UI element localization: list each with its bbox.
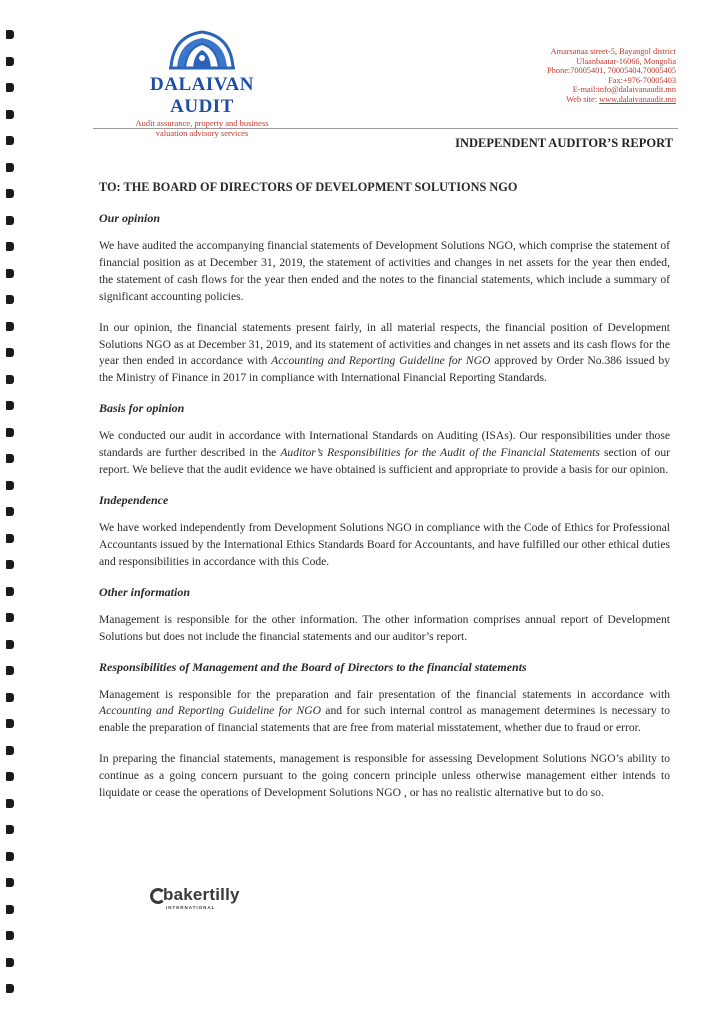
- contact-phone: Phone:70005401, 70005404,70005405: [547, 66, 676, 76]
- text-run: and for such internal control as management determines is necessary to enable the preparation of financial statements that are free from material misstatement, whether due to fraud or error.: [99, 704, 670, 735]
- text-run: Management is responsible for the preparation and fair presentation of the financial statements in accordance with: [99, 687, 670, 701]
- binding-ring: [6, 428, 14, 437]
- binding-ring: [6, 878, 14, 887]
- binding-ring: [6, 242, 14, 251]
- binding-ring: [6, 587, 14, 596]
- section-heading-independence: Independence: [99, 492, 169, 507]
- binding-ring: [6, 481, 14, 490]
- addressee: TO: THE BOARD OF DIRECTORS OF DEVELOPMENT SOLUTIONS NGO: [99, 180, 518, 194]
- binding-ring: [6, 136, 14, 145]
- binding-ring: [6, 216, 14, 225]
- report-title: INDEPENDENT AUDITOR’S REPORT: [455, 136, 673, 150]
- web-link[interactable]: www.dalaivanaudit.mn: [599, 94, 676, 104]
- dalaivan-logo: [122, 28, 282, 138]
- binding-ring: [6, 189, 14, 198]
- section-heading-responsibilities: Responsibilities of Management and the Board of Directors to the financial statements: [99, 659, 527, 674]
- binding-ring: [6, 57, 14, 66]
- binding-ring: [6, 666, 14, 675]
- contact-web: [547, 95, 676, 105]
- binding-ring: [6, 348, 14, 357]
- binding-ring: [6, 163, 14, 172]
- binding-ring: [6, 799, 14, 808]
- binding-ring: [6, 534, 14, 543]
- lotus-logo-icon: [163, 28, 241, 72]
- binding-ring: [6, 507, 14, 516]
- guideline-reference: Accounting and Reporting Guideline for NGO: [271, 354, 491, 368]
- binding-ring: [6, 825, 14, 834]
- text-run: In our opinion, the financial statements present fairly, in all material respects, the financial position of Development Solutions NGO as at December 31, 2019, and its statement of activities and changes in net assets and its cash flows for the year then ended in accordance with: [99, 320, 670, 368]
- binding-ring: [6, 772, 14, 781]
- opinion-paragraph-2: [99, 320, 670, 388]
- binding-ring: [6, 110, 14, 119]
- web-label: Web site:: [566, 94, 600, 104]
- independence-paragraph: We have worked independently from Development Solutions NGO in compliance with the Code of Ethics for Professional Accountants issued by the International Ethics Standards Board for Accountants, and have fulfilled our other ethical duties and responsibilities in accordance with this Code.: [99, 520, 670, 568]
- responsibilities-paragraph-1: [99, 687, 670, 738]
- text-run: section of our report. We believe that the audit evidence we have obtained is sufficient and appropriate to provide a basis for our opinion.: [99, 446, 670, 477]
- other-information-paragraph: Management is responsible for the other information. The other information comprises annual report of Development Solutions but does not include the financial statements and our auditor’s report.: [99, 612, 670, 643]
- responsibilities-reference: Auditor’s Responsibilities for the Audit of the Financial Statements: [280, 446, 600, 460]
- report-body: [99, 180, 670, 812]
- tagline-line-1: Audit assurance, property and business: [135, 118, 269, 128]
- text-run: We conducted our audit in accordance with International Standards on Auditing (ISAs). Our responsibilities under those standards are further described in the: [99, 429, 670, 460]
- guideline-reference: Accounting and Reporting Guideline for NGO: [99, 704, 321, 718]
- binding-ring: [6, 693, 14, 702]
- binding-ring: [6, 560, 14, 569]
- contact-block: [547, 47, 676, 105]
- opinion-paragraph-1: We have audited the accompanying financial statements of Development Solutions NGO, which comprise the statement of financial position as at December 31, 2019, the statement of activities and changes in net assets for the year then ended, the statement of cash flows for the year then ended and the notes to the financial statements, which include a summary of significant accounting policies.: [99, 239, 670, 303]
- section-heading-basis: Basis for opinion: [99, 401, 185, 416]
- binding-ring: [6, 746, 14, 755]
- bakertilly-name: bakertilly: [163, 885, 240, 904]
- binding-ring: [6, 295, 14, 304]
- header-divider: [93, 128, 678, 129]
- basis-paragraph: [99, 428, 670, 479]
- brand-name: DALAIVAN AUDIT: [150, 74, 254, 117]
- contact-fax: Fax:+976-70005403: [608, 75, 676, 85]
- binding-ring: [6, 958, 14, 967]
- binding-ring: [6, 375, 14, 384]
- binding-ring: [6, 322, 14, 331]
- binding-ring: [6, 83, 14, 92]
- section-heading-opinion: Our opinion: [99, 211, 161, 225]
- binding-ring: [6, 931, 14, 940]
- binding-ring: [6, 640, 14, 649]
- binding-ring: [6, 454, 14, 463]
- section-heading-other-information: Other information: [99, 584, 191, 599]
- tagline-line-2: valuation advisory services: [155, 128, 249, 138]
- binding-ring: [6, 852, 14, 861]
- binding-ring: [6, 30, 14, 39]
- binding-ring: [6, 905, 14, 914]
- binding-ring: [6, 269, 14, 278]
- binding-ring: [6, 401, 14, 410]
- binding-ring: [6, 719, 14, 728]
- contact-city: Ulaanbaatar-16066, Mongolia: [576, 56, 676, 66]
- spiral-binding: [0, 0, 22, 1024]
- bakertilly-subtitle: INTERNATIONAL: [166, 905, 216, 910]
- binding-ring: [6, 613, 14, 622]
- text-run: approved by Order No.386 issued by the Ministry of Finance in 2017 in compliance with International Financial Reporting Standards.: [99, 354, 671, 385]
- contact-email[interactable]: E-mail:info@dalaivanaudit.mn: [572, 85, 676, 95]
- contact-address: Amarsanaa street-5, Bayangol district: [550, 47, 676, 56]
- responsibilities-paragraph-2: In preparing the financial statements, management is responsible for assessing Development Solutions NGO’s ability to continue as a going concern pursuant to the going concern principle unless otherwise management either intends to liquidate or cease the operations of Development Solutions NGO , or has no realistic alternative but to do so.: [99, 752, 670, 800]
- binding-ring: [6, 984, 14, 993]
